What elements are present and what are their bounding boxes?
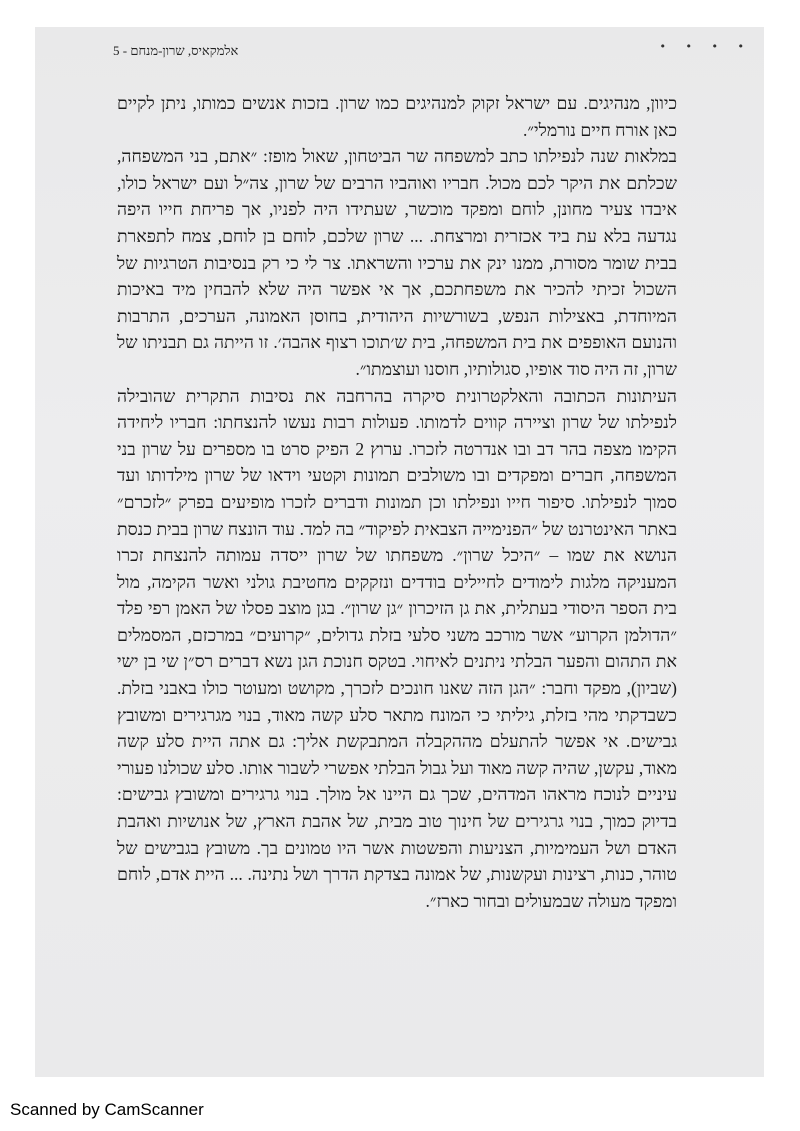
- paragraph-2: במלאות שנה לנפילתו כתב למשפחה שר הביטחון, שאול מופז: ״אתם, בני המשפחה, שכלתם את היקר לכם מכול. חבריו ואוהביו הרבים של שרון, צה״ל ועם ישראל כולו, איבדו צעיר מחונן, לוחם ומפקד מוכשר, שעתידו היה לפניו, אך פריחת חייו היפה נגדעה בלא עת ביד אכזרית ומרצחת. ... שרון שלכם, לוחם בן לוחם, צמח לתפארת בבית שומר מסורת, ממנו ינק את ערכיו והשראתו. צר לי כי רק בנסיבות הטרגיות של השכול זכיתי להכיר את משפחתכם, אך אי אפשר היה שלא להבחין מיד באיכות המיוחדת, באצילות הנפש, בשורשיות היהודית, בחוסן האמונה, הערכים, התרבות והנועם האופפים את בית המשפחה, בית ש׳תוכו רצוף אהבה׳. זו הייתה גם תבניתו של שרון, זה היה סוד אופיו, סגולותיו, חוסנו ועוצמתו״.: [117, 146, 677, 379]
- document-page: [35, 27, 764, 1077]
- paragraph-3: העיתונות הכתובה והאלקטרונית סיקרה בהרחבה את נסיבות התקרית שהובילה לנפילתו של שרון וציירה קווים לדמותו. פעולות רבות נעשו להנצחתו: חבריו ליחידה הקימו מצפה בהר דב ובו אנדרטה לזכרו. ערוץ 2 הפיק סרט בו מספרים על שרון בני המשפחה, חברים ומפקדים ובו משולבים תמונות וקטעי וידאו של שרון מילדותו ועד סמוך לנפילתו. סיפור חייו ונפילתו וכן תמונות ודברים לזכרו מופיעים בפרק ״לזכרם״ באתר האינטרנט של ״הפנימייה הצבאית לפיקוד״ בה למד. עוד הונצח שרון בבית כנסת הנושא את שמו – ״היכל שרון״. משפחתו של שרון ייסדה עמותה להנצחת זכרו המעניקה מלגות לימודים לחיילים בודדים ונזקקים מחטיבת גולני ואשר הקימה, מול בית הספר היסודי בעתלית, את גן הזיכרון ״גן שרון״. בגן מוצב פסלו של האמן רפי פלד ״הדולמן הקרוע״ אשר מורכב משני סלעי בזלת גדולים, ״קרועים״ במרכזם, המסמלים את התהום והפער הבלתי ניתנים לאיחוי. בטקס חנוכת הגן נשא דברים רס״ן שי בן ישי (שביון), מפקד וחבר: ״הגן הזה שאנו חונכים לזכרך, מקושט ומעוטר כולו באבני בזלת. כשבדקתי מהי בזלת, גיליתי כי המונח מתאר סלע קשה מאוד, בנוי מגרגירים ומשובץ גבישים. אי אפשר להתעלם מההקבלה המתבקשת אליך: גם אתה היית סלע קשה מאוד, עקשן, שהיה קשה מאוד ועל גבול הבלתי אפשרי לשבור אותו. סלע שכולנו פעורי עיניים לנוכח מראהו המדהים, שכך גם היינו אל מולך. בנוי גרגירים ומשובץ גבישים: בדיוק כמוך, בנוי גרגירים של חינוך טוב מבית, של אהבת הארץ, של אנושיות ואהבת האדם ושל העמימיות, הצניעות והפשטות אשר היו טמונים בך. משובץ בגבישים של טוהר, כנות, רצינות ועקשנות, של אמונה בצדקת הדרך ושל נתינה. ... היית אדם, לוחם ומפקד מעולה שבמעולים ובחור כארז״.: [117, 385, 677, 911]
- document-body: [117, 90, 677, 914]
- page-header: אלמקאיס, שרון-מנחם - 5: [113, 43, 239, 58]
- scanner-watermark: Scanned by CamScanner: [10, 1100, 204, 1119]
- corner-dots: • • • •: [659, 40, 752, 53]
- paragraph-1: כיוון, מנהיגים. עם ישראל זקוק למנהיגים כמו שרון. בזכות אנשים כמותו, ניתן לקיים כאן אורח חיים נורמלי״.: [117, 93, 677, 140]
